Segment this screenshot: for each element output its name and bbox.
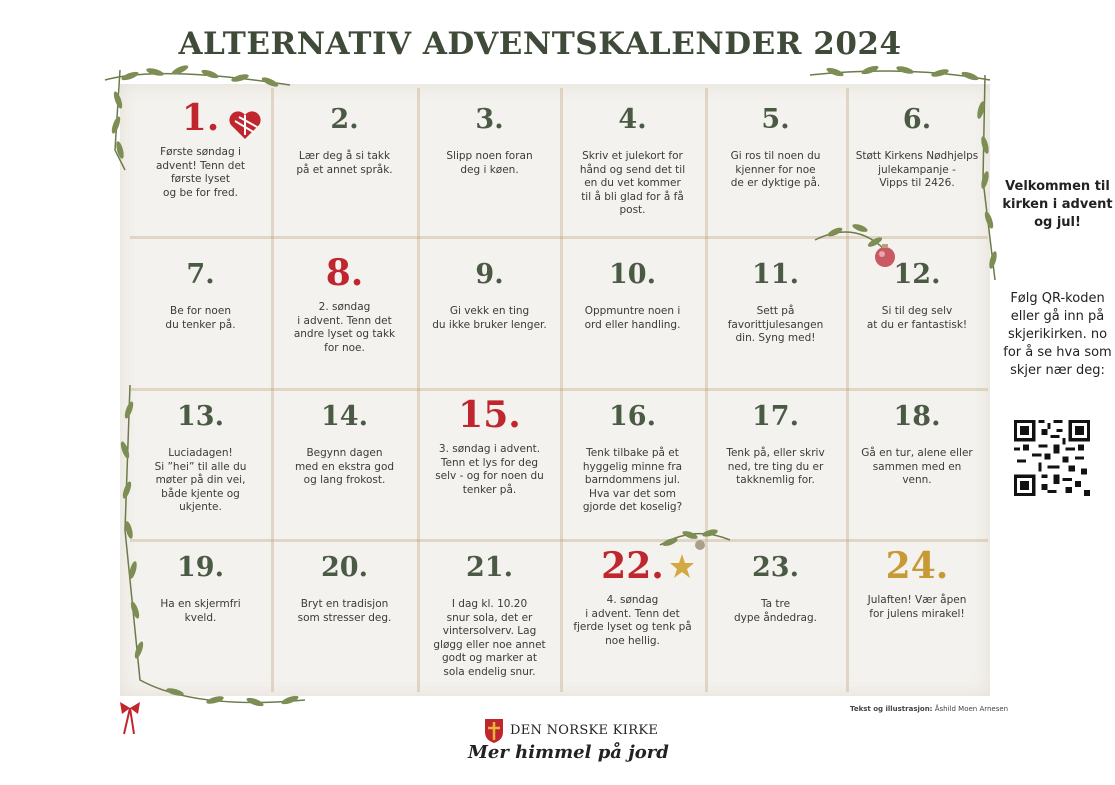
day-number: 11. xyxy=(752,259,799,290)
slogan: Mer himmel på jord xyxy=(468,742,669,763)
day-16 xyxy=(560,401,705,515)
day-activity: Støtt Kirkens Nødhjelps julekampanje - Vipps til 2426. xyxy=(855,150,979,189)
day-number: 21. xyxy=(466,552,513,583)
day-activity: 4. søndag i advent. Tenn det fjerde lyset og tenk på noe hellig. xyxy=(573,594,692,647)
day-21 xyxy=(418,552,561,679)
day-7 xyxy=(130,259,271,332)
day-activity: Gi vekk en ting du ikke bruker lenger. xyxy=(432,305,547,331)
day-number: 8. xyxy=(325,252,364,294)
day-activity: Begynn dagen med en ekstra god og lang frokost. xyxy=(294,447,395,486)
day-10 xyxy=(560,259,705,332)
day-number: 18. xyxy=(893,401,941,432)
day-activity: Bryt en tradisjon som stresser deg. xyxy=(297,598,392,624)
day-number: 10. xyxy=(609,259,656,290)
day-number: 3. xyxy=(475,104,504,135)
day-activity: 2. søndag i advent. Tenn det andre lyset og takk for noe. xyxy=(293,301,396,354)
day-activity: Julaften! Vær åpen for julens mirakel! xyxy=(867,594,967,620)
day-activity: Gå en tur, alene eller sammen med en venn. xyxy=(861,447,973,486)
day-activity: Be for noen du tenker på. xyxy=(165,305,236,331)
day-number: 15. xyxy=(458,394,521,436)
day-4 xyxy=(560,104,705,218)
day-number: 20. xyxy=(321,552,368,583)
day-number: 2. xyxy=(330,104,359,135)
day-activity: I dag kl. 10.20 snur sola, det er vintersolverv. Lag gløgg eller noe annet godt og marker at sola endelig snur. xyxy=(433,598,546,678)
day-activity: Si til deg selv at du er fantastisk! xyxy=(866,305,968,331)
pine-garland-bottom-left-icon xyxy=(105,380,315,740)
day-number: 1. xyxy=(181,97,220,139)
day-activity: Oppmuntre noen i ord eller handling. xyxy=(584,305,681,331)
day-activity: Gi ros til noen du kjenner for noe de er dyktige på. xyxy=(730,150,821,189)
day-activity: Ta tre dype åndedrag. xyxy=(734,598,817,624)
pine-garland-top-right-icon xyxy=(805,60,1005,290)
day-activity: Tenk tilbake på et hyggelig minne fra barndommens jul. Hva var det som gjorde det koselig? xyxy=(582,447,683,513)
church-logo-icon xyxy=(484,718,504,744)
day-activity: Skriv et julekort for hånd og send det til en du vet kommer til å bli glad for å få post. xyxy=(579,150,686,216)
welcome-text: Velkommen til kirken i advent og jul! xyxy=(1002,179,1113,230)
day-number: 5. xyxy=(761,104,790,135)
day-8 xyxy=(271,253,418,355)
day-number: 17. xyxy=(752,401,799,432)
day-activity: Tenk på, eller skriv ned, tre ting du er takknemlig for. xyxy=(726,447,825,486)
day-3 xyxy=(418,104,561,177)
qr-code-icon[interactable] xyxy=(1014,420,1090,496)
day-number: 12. xyxy=(893,259,941,290)
heart-ornament-icon xyxy=(225,105,265,145)
day-number: 4. xyxy=(618,104,647,135)
organization-name: DEN NORSKE KIRKE xyxy=(510,723,659,738)
day-activity: Luciadagen! Si ”hei” til alle du møter på din vei, både kjente og ukjente. xyxy=(154,447,247,513)
day-number: 7. xyxy=(186,259,215,290)
day-number: 13. xyxy=(177,401,224,432)
gold-star-icon xyxy=(668,552,696,580)
day-number: 22. xyxy=(601,545,664,587)
day-activity: Første søndag i advent! Tenn det første lyset og be for fred. xyxy=(155,146,246,199)
ribbon-bow-icon xyxy=(118,700,142,736)
day-9 xyxy=(418,259,561,332)
day-24 xyxy=(846,546,988,621)
day-number: 14. xyxy=(321,401,368,432)
day-number: 6. xyxy=(902,104,932,135)
day-18 xyxy=(846,401,988,488)
qr-instructions: Følg QR-koden eller gå inn på skjerikirken. no for å se hva som skjer nær deg: xyxy=(1003,291,1112,378)
day-number: 16. xyxy=(609,401,656,432)
day-activity: Ha en skjermfri kveld. xyxy=(160,598,241,624)
day-number: 19. xyxy=(177,552,224,583)
day-number: 24. xyxy=(885,545,949,587)
day-15 xyxy=(418,395,561,497)
day-activity: Slipp noen foran deg i køen. xyxy=(446,150,533,176)
day-activity: 3. søndag i advent. Tenn et lys for deg selv - og for noen du tenker på. xyxy=(435,443,544,496)
day-activity: Sett på favorittjulesangen din. Syng med! xyxy=(727,305,824,344)
day-activity: Lær deg å si takk på et annet språk. xyxy=(296,150,393,176)
day-17 xyxy=(705,401,846,488)
day-number: 9. xyxy=(475,259,504,290)
illustration-credit: Tekst og illustrasjon: Åshild Moen Arnesen xyxy=(850,705,1009,713)
red-bauble-icon xyxy=(870,240,900,270)
day-number: 23. xyxy=(752,552,799,583)
page-title: ALTERNATIV ADVENTSKALENDER 2024 xyxy=(178,26,902,62)
pine-garland-top-left-icon xyxy=(100,60,300,180)
